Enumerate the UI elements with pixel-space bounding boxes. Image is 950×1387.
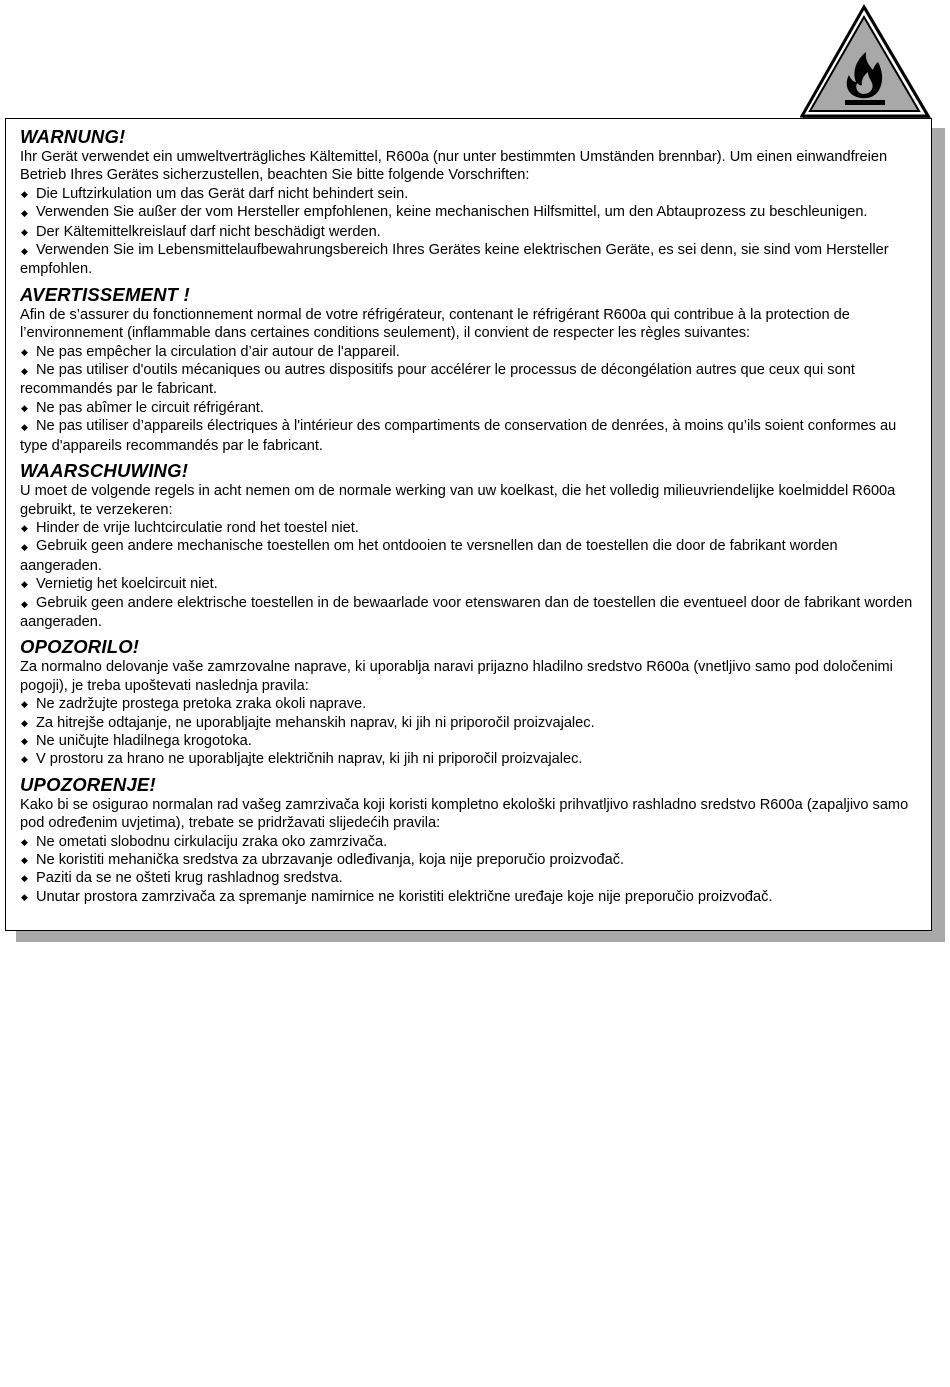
list-item <box>20 888 917 906</box>
list-item <box>20 399 917 417</box>
bullet-icon: ◆ <box>21 735 28 746</box>
list-item-text: Verwenden Sie im Lebensmittelaufbewahrungsbereich Ihres Gerätes keine elektrischen Geräte, es sei denn, sie sind vom Hersteller empfohlen. <box>20 242 889 278</box>
section-intro: Kako bi se osigurao normalan rad vašeg zamrzivača koji koristi kompletno ekološki prihvatljivo rashladno sredstvo R600a (zapaljivo samo pod određenim uvjetima), trebate se pridržavati slijedećih pravila: <box>20 796 909 832</box>
list-item-text: Ne ometati slobodnu cirkulaciju zraka oko zamrzivača. <box>36 833 388 850</box>
list-item-text: V prostoru za hrano ne uporabljajte električnih naprav, ki jih ni priporočil proizvajalec. <box>36 751 583 768</box>
section-intro: U moet de volgende regels in acht nemen om de normale werking van uw koelkast, die het volledig milieuvriendelijke koelmiddel R600a gebruikt, te verzekeren: <box>20 483 896 518</box>
section-title: WAARSCHUWING! <box>20 460 189 482</box>
bullet-icon: ◆ <box>21 366 28 377</box>
list-item <box>20 241 917 279</box>
bullet-icon: ◆ <box>21 699 28 710</box>
bullet-icon: ◆ <box>21 246 28 257</box>
list-item-text: Ne pas utiliser d'outils mécaniques ou autres dispositifs pour accélérer le processus de décongélation autres que ceux qui sont recommandés par le fabricant. <box>20 362 855 398</box>
list-item <box>20 519 917 537</box>
section-intro: Ihr Gerät verwendet ein umweltverträgliches Kältemittel, R600a (nur unter bestimmten Umständen brennbar). Um einen einwandfreien Betrieb Ihres Gerätes sicherzustellen, beachten Sie bitte folgende Vorschriften: <box>20 149 888 184</box>
list-item-text: Verwenden Sie außer der vom Hersteller empfohlenen, keine mechanischen Hilfsmittel, um den Abtauprozess zu beschleunigen. <box>36 204 868 221</box>
list-item-text: Ne pas abîmer le circuit réfrigérant. <box>36 399 264 416</box>
list-item <box>20 732 917 750</box>
bullet-icon: ◆ <box>21 598 28 609</box>
bullet-icon: ◆ <box>21 836 28 847</box>
list-item-text: Gebruik geen andere mechanische toestellen om het ontdooien te versnellen dan de toestellen die door de fabrikant worden aangeraden. <box>20 538 838 574</box>
list-item <box>20 417 917 455</box>
list-item <box>20 223 917 241</box>
list-item <box>20 695 917 713</box>
bullet-icon: ◆ <box>21 422 28 433</box>
section-intro: Afin de s’assurer du fonctionnement normal de votre réfrigérateur, contenant le réfrigérant R600a qui contribue à la protection de l’environnement (inflammable dans certaines conditions seulement), il convient de respecter les règles suivantes: <box>20 306 850 342</box>
section-dutch <box>20 460 917 631</box>
list-item <box>20 833 917 851</box>
flammable-warning-icon <box>800 4 934 120</box>
bullet-icon: ◆ <box>21 579 28 590</box>
list-item <box>20 851 917 869</box>
list-item-text: Ne pas empêcher la circulation d’air autour de l'appareil. <box>36 343 400 360</box>
bullet-icon: ◆ <box>21 522 28 533</box>
list-item <box>20 343 917 361</box>
section-title: AVERTISSEMENT ! <box>20 283 190 305</box>
list-item <box>20 869 917 887</box>
list-item <box>20 361 917 399</box>
bullet-icon: ◆ <box>21 226 28 237</box>
list-item-text: Unutar prostora zamrzivača za spremanje namirnice ne koristiti električne uređaje koje nije preporučio proizvođač. <box>36 888 773 905</box>
list-item-text: Der Kältemittelkreislauf darf nicht beschädigt werden. <box>36 223 381 240</box>
list-item <box>20 750 917 768</box>
bullet-icon: ◆ <box>21 855 28 865</box>
list-item-text: Paziti da se ne ošteti krug rashladnog sredstva. <box>36 870 343 887</box>
bullet-icon: ◆ <box>21 208 28 219</box>
section-slovenian <box>20 636 917 768</box>
section-title: WARNUNG! <box>20 126 126 147</box>
bullet-icon: ◆ <box>21 891 28 902</box>
list-item <box>20 714 917 732</box>
list-item-text: Ne koristiti mehanička sredstva za ubrzavanje odleđivanja, koja nije preporučio proizvođač. <box>36 852 625 868</box>
bullet-icon: ◆ <box>21 873 28 884</box>
list-item <box>20 575 917 593</box>
section-title: OPOZORILO! <box>20 636 140 658</box>
bullet-icon: ◆ <box>21 754 28 765</box>
list-item-text: Gebruik geen andere elektrische toestellen in de bewaarlade voor etenswaren dan de toestellen die eventueel door de fabrikant worden aangeraden. <box>20 594 913 630</box>
bullet-icon: ◆ <box>21 402 28 413</box>
list-item <box>20 203 917 222</box>
safety-notice-box <box>5 118 932 931</box>
list-item-text: Ne zadržujte prostega pretoka zraka okoli naprave. <box>36 696 367 713</box>
list-item-text: Die Luftzirkulation um das Gerät darf nicht behindert sein. <box>36 185 409 202</box>
list-item <box>20 594 917 632</box>
section-intro: Za normalno delovanje vaše zamrzovalne naprave, ki uporablja naravi prijazno hladilno sredstvo R600a (vnetljivo samo pod določenimi pogoji), je treba upoštevati naslednja pravila: <box>20 659 893 694</box>
section-title: UPOZORENJE! <box>20 773 156 795</box>
list-item-text: Ne uničujte hladilnega krogotoka. <box>36 732 252 749</box>
bullet-icon: ◆ <box>21 717 28 728</box>
section-croatian <box>20 774 917 906</box>
list-item-text: Vernietig het koelcircuit niet. <box>36 576 218 593</box>
bullet-icon: ◆ <box>21 188 28 199</box>
bullet-icon: ◆ <box>21 542 28 553</box>
bullet-icon: ◆ <box>21 346 28 357</box>
section-french <box>20 284 917 455</box>
list-item <box>20 185 917 203</box>
list-item <box>20 537 917 575</box>
list-item-text: Hinder de vrije luchtcirculatie rond het toestel niet. <box>36 519 359 536</box>
list-item-text: Ne pas utiliser d’appareils électriques à l'intérieur des compartiments de conservation de denrées, à moins qu’ils soient conformes au type d'appareils recommandés par le fabricant. <box>20 418 897 454</box>
section-german <box>20 126 917 279</box>
list-item-text: Za hitrejše odtajanje, ne uporabljajte mehanskih naprav, ki jih ni priporočil proizvajalec. <box>36 714 595 731</box>
